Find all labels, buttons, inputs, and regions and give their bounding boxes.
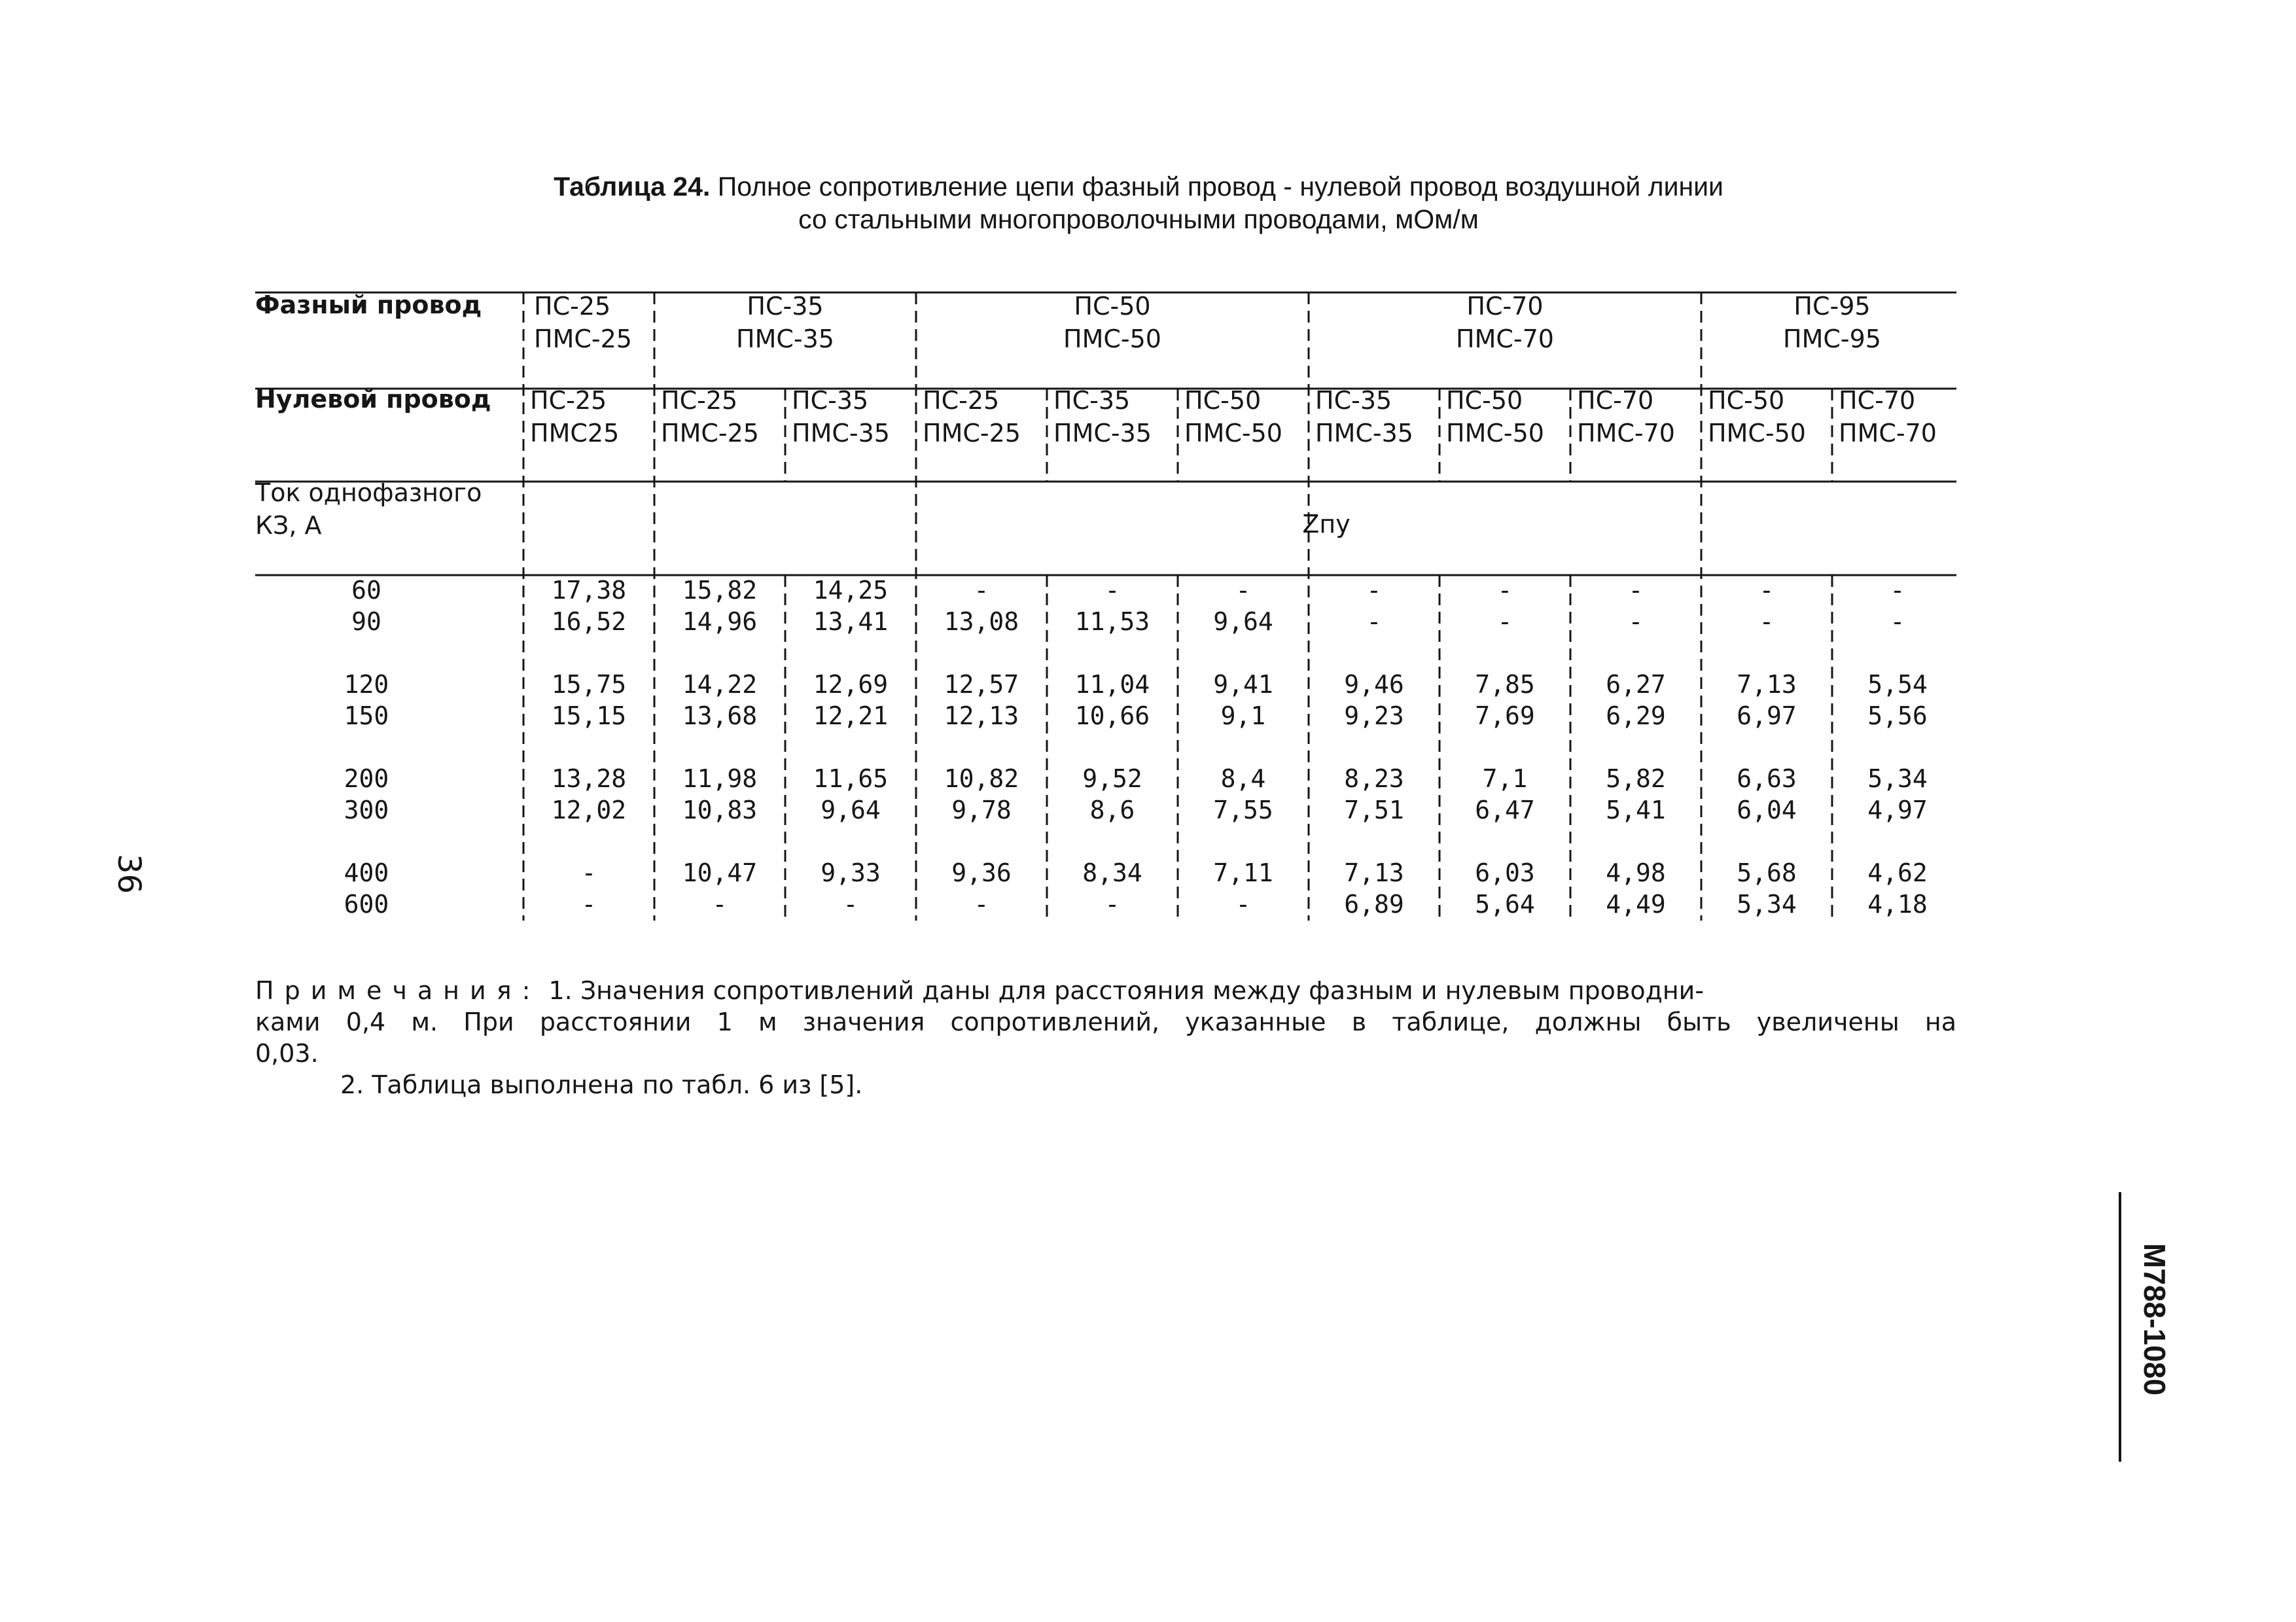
current-cell: 60 <box>351 576 381 605</box>
neutral-column-line2: ПМС-70 <box>1577 419 1675 448</box>
value-cell: 7,85 <box>1475 670 1535 699</box>
note-1-line3: 0,03. <box>255 1039 319 1068</box>
value-cell: 8,6 <box>1089 796 1135 824</box>
value-cell: 9,23 <box>1344 701 1404 730</box>
value-cell: 15,75 <box>551 670 627 699</box>
row-header-current-line2: КЗ, А <box>255 511 322 540</box>
value-cell: 7,51 <box>1344 796 1404 824</box>
phase-group-line1: ПС-50 <box>1074 292 1151 321</box>
phase-group-line2: ПМС-50 <box>1063 325 1161 353</box>
current-cell: 600 <box>344 890 389 919</box>
value-cell: 6,97 <box>1737 701 1797 730</box>
value-cell: - <box>1366 607 1382 636</box>
value-cell: 6,03 <box>1475 858 1535 887</box>
neutral-column-line2: ПМС-35 <box>1315 419 1413 448</box>
value-cell: 14,96 <box>682 607 758 636</box>
value-cell: 14,25 <box>813 576 889 605</box>
value-cell: 9,52 <box>1082 764 1142 793</box>
neutral-column-line1: ПС-50 <box>1184 386 1262 415</box>
value-cell: - <box>1628 607 1644 636</box>
value-cell: - <box>843 890 858 919</box>
phase-group-line2: ПМС-35 <box>736 325 834 353</box>
value-cell: 11,98 <box>682 764 758 793</box>
value-cell: 10,66 <box>1074 701 1150 730</box>
document-code-rule <box>2119 1192 2121 1462</box>
neutral-column-line1: ПС-35 <box>1053 386 1131 415</box>
value-cell: 6,89 <box>1344 890 1404 919</box>
resistance-table <box>255 292 1956 921</box>
table-row <box>344 796 1928 824</box>
value-cell: 11,53 <box>1074 607 1150 636</box>
table-row <box>344 701 1928 730</box>
value-cell: 7,69 <box>1475 701 1535 730</box>
value-cell: - <box>1104 576 1120 605</box>
row-header-phase: Фазный провод <box>255 291 482 319</box>
note-1-line1: 1. Значения сопротивлений даны для расстояния между фазным и нулевым проводни- <box>548 976 1704 1005</box>
value-cell: 8,4 <box>1220 764 1266 793</box>
neutral-column-line2: ПМС25 <box>530 419 620 448</box>
value-cell: 5,82 <box>1606 764 1666 793</box>
neutral-column-line2: ПМС-70 <box>1839 419 1937 448</box>
value-cell: - <box>1628 576 1644 605</box>
neutral-column-line1: ПС-35 <box>1315 386 1392 415</box>
value-cell: 15,15 <box>551 701 627 730</box>
table-row <box>344 764 1928 793</box>
current-cell: 300 <box>344 796 389 824</box>
value-cell: 4,62 <box>1867 858 1928 887</box>
value-cell: 4,97 <box>1867 796 1928 824</box>
value-cell: 5,64 <box>1475 890 1535 919</box>
value-cell: - <box>1497 576 1513 605</box>
value-cell: 7,1 <box>1482 764 1528 793</box>
value-cell: 6,29 <box>1606 701 1666 730</box>
value-cell: - <box>712 890 728 919</box>
table-row <box>344 890 1928 919</box>
value-cell: 12,69 <box>813 670 889 699</box>
current-cell: 90 <box>351 607 381 636</box>
value-label: Zпу <box>1302 510 1351 538</box>
phase-group-line1: ПС-35 <box>747 292 824 321</box>
value-cell: 10,82 <box>944 764 1019 793</box>
neutral-column-line2: ПМС-25 <box>661 419 759 448</box>
value-cell: - <box>1235 576 1251 605</box>
phase-group-line1: ПС-25 <box>534 292 611 321</box>
value-cell: 9,64 <box>1213 607 1273 636</box>
current-cell: 120 <box>344 670 389 699</box>
phase-group-line2: ПМС-70 <box>1456 325 1554 353</box>
value-cell: 11,04 <box>1074 670 1150 699</box>
value-cell: 10,83 <box>682 796 758 824</box>
value-cell: 12,13 <box>944 701 1019 730</box>
value-cell: 13,08 <box>944 607 1019 636</box>
value-cell: 6,63 <box>1737 764 1797 793</box>
value-cell: - <box>1497 607 1513 636</box>
neutral-column-line1: ПС-25 <box>923 386 1000 415</box>
phase-group-line1: ПС-95 <box>1793 292 1871 321</box>
value-cell: - <box>1890 576 1905 605</box>
caption-label: Таблица 24. <box>554 171 711 202</box>
table-caption <box>393 170 1884 236</box>
neutral-column-line2: ПМС-50 <box>1708 419 1806 448</box>
value-cell: 13,68 <box>682 701 758 730</box>
phase-group-line2: ПМС-25 <box>534 325 632 353</box>
note-1-line2: ками 0,4 м. При расстоянии 1 м значения сопротивлений, указанные в таблице, должны быть увеличены на <box>255 1008 1956 1036</box>
current-cell: 400 <box>344 858 389 887</box>
value-cell: 11,65 <box>813 764 889 793</box>
neutral-column-line1: ПС-50 <box>1446 386 1523 415</box>
value-cell: - <box>1759 607 1775 636</box>
value-cell: 5,68 <box>1737 858 1797 887</box>
value-cell: - <box>1366 576 1382 605</box>
value-cell: 9,41 <box>1213 670 1273 699</box>
value-cell: 9,1 <box>1220 701 1266 730</box>
neutral-column-line1: ПС-35 <box>792 386 869 415</box>
value-cell: - <box>1890 607 1905 636</box>
document-code: М788-1080 <box>2138 1243 2172 1396</box>
neutral-column-line2: ПМС-35 <box>1053 419 1152 448</box>
value-cell: 9,36 <box>951 858 1012 887</box>
value-cell: 4,18 <box>1867 890 1928 919</box>
value-cell: 6,27 <box>1606 670 1666 699</box>
neutral-column-line1: ПС-25 <box>661 386 738 415</box>
value-cell: 7,13 <box>1737 670 1797 699</box>
caption-title-line2: со стальными многопроволочными проводами, мОм/м <box>798 204 1479 234</box>
neutral-column-line1: ПС-70 <box>1839 386 1916 415</box>
value-cell: 5,34 <box>1737 890 1797 919</box>
value-cell: - <box>1759 576 1775 605</box>
value-cell: 12,02 <box>551 796 627 824</box>
value-cell: 9,46 <box>1344 670 1404 699</box>
phase-groups <box>534 292 1881 353</box>
value-cell: 13,28 <box>551 764 627 793</box>
value-cell: 9,33 <box>821 858 881 887</box>
value-cell: - <box>581 858 597 887</box>
value-cell: 7,11 <box>1213 858 1273 887</box>
notes-label: Примечания: <box>255 976 541 1005</box>
value-cell: - <box>581 890 597 919</box>
table-row <box>351 607 1905 636</box>
value-cell: - <box>1104 890 1120 919</box>
phase-group-line2: ПМС-95 <box>1783 325 1881 353</box>
side-page-number: 36 <box>111 854 147 894</box>
current-cell: 150 <box>344 701 389 730</box>
value-cell: 10,47 <box>682 858 758 887</box>
neutral-column-line1: ПС-70 <box>1577 386 1654 415</box>
notes <box>255 975 1956 1101</box>
note-2: 2. Таблица выполнена по табл. 6 из [5]. <box>340 1070 863 1099</box>
value-cell: 16,52 <box>551 607 627 636</box>
value-cell: 9,78 <box>951 796 1012 824</box>
value-cell: 12,21 <box>813 701 889 730</box>
value-cell: 14,22 <box>682 670 758 699</box>
table-body <box>344 576 1928 919</box>
value-cell: - <box>974 576 989 605</box>
value-cell: 4,49 <box>1606 890 1666 919</box>
caption-title-line1: Полное сопротивление цепи фазный провод - нулевой провод воздушной линии <box>717 171 1723 202</box>
value-cell: 6,04 <box>1737 796 1797 824</box>
value-cell: 5,56 <box>1867 701 1928 730</box>
neutral-column-line2: ПМС-50 <box>1184 419 1282 448</box>
value-cell: 5,41 <box>1606 796 1666 824</box>
value-cell: 13,41 <box>813 607 889 636</box>
value-cell: - <box>1235 890 1251 919</box>
table-row <box>344 670 1928 699</box>
neutral-column-line2: ПМС-35 <box>792 419 890 448</box>
value-cell: 15,82 <box>682 576 758 605</box>
value-cell: 8,34 <box>1082 858 1142 887</box>
value-cell: 8,23 <box>1344 764 1404 793</box>
neutral-column-line1: ПС-25 <box>530 386 607 415</box>
value-cell: 4,98 <box>1606 858 1666 887</box>
value-cell: 17,38 <box>551 576 627 605</box>
neutral-columns <box>530 386 1937 448</box>
current-cell: 200 <box>344 764 389 793</box>
value-cell: - <box>974 890 989 919</box>
neutral-column-line2: ПМС-25 <box>923 419 1021 448</box>
value-cell: 12,57 <box>944 670 1019 699</box>
row-header-neutral: Нулевой провод <box>255 385 491 414</box>
value-cell: 5,54 <box>1867 670 1928 699</box>
value-cell: 7,55 <box>1213 796 1273 824</box>
table-row <box>344 858 1928 887</box>
value-cell: 5,34 <box>1867 764 1928 793</box>
table-row <box>351 576 1905 605</box>
value-cell: 9,64 <box>821 796 881 824</box>
value-cell: 6,47 <box>1475 796 1535 824</box>
neutral-column-line2: ПМС-50 <box>1446 419 1544 448</box>
phase-group-line1: ПС-70 <box>1466 292 1544 321</box>
row-header-current-line1: Ток однофазного <box>255 478 482 507</box>
neutral-column-line1: ПС-50 <box>1708 386 1785 415</box>
value-cell: 7,13 <box>1344 858 1404 887</box>
